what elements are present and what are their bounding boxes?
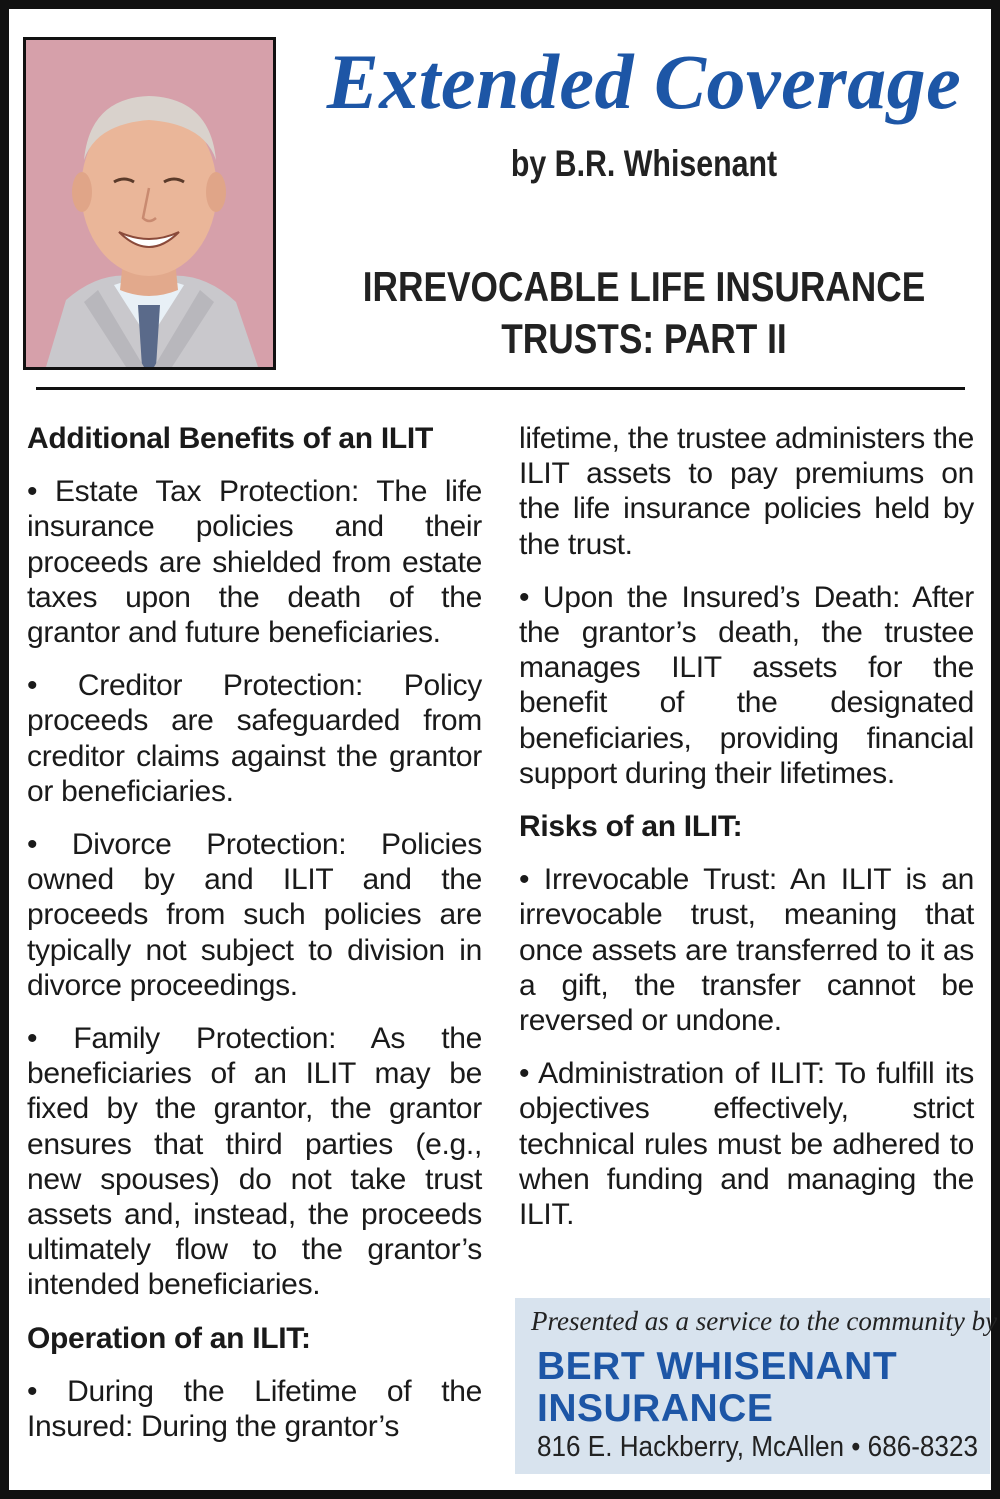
sponsor-box <box>515 1298 998 1474</box>
sponsor-intro: Presented as a service to the community by <box>531 1306 998 1336</box>
article-column-right <box>519 421 974 1250</box>
paragraph-estate-tax: • Estate Tax Protection: The life insurance policies and their proceeds are shielded from estate taxes upon the death of the grantor and future beneficiaries. <box>27 475 482 650</box>
column-title: Extended Coverage <box>326 38 962 125</box>
paragraph-insured-death: • Upon the Insured’s Death: After the grantor’s death, the trustee manages ILIT assets for the benefit of the designated beneficiaries, providing financial support during their lifetimes. <box>519 580 974 790</box>
sponsor-name-line-2: INSURANCE <box>537 1387 774 1430</box>
sponsor-address: 816 E. Hackberry, McAllen • 686-8323 <box>537 1431 978 1463</box>
headline-line-2: TRUSTS: PART II <box>501 315 787 362</box>
author-portrait-image <box>26 40 273 367</box>
sponsor-name-line-1: BERT WHISENANT <box>537 1345 898 1388</box>
section-heading-risks: Risks of an ILIT: <box>519 810 743 844</box>
section-heading-benefits: Additional Benefits of an ILIT <box>27 422 433 455</box>
paragraph-administration: • Administration of ILIT: To fulfill its objectives effectively, strict technical rules must be adhered to when funding and managing the ILIT. <box>519 1057 974 1232</box>
sponsor-name <box>537 1346 977 1430</box>
article-headline <box>350 261 938 365</box>
author-byline: by B.R. Whisenant <box>510 143 778 184</box>
paragraph-family: • Family Protection: As the beneficiaries of an ILIT may be fixed by the grantor, the grantor ensures that third parties (e.g., new spouses) do not take trust assets and, instead, the proceeds ultimately flow to the grantor’s intended beneficiaries. <box>27 1022 482 1302</box>
headline-line-1: IRREVOCABLE LIFE INSURANCE <box>362 263 926 310</box>
paragraph-lifetime: • During the Lifetime of the Insured: During the grantor’s <box>27 1374 482 1444</box>
paragraph-lifetime-continued: lifetime, the trustee administers the ILIT assets to pay premiums on the life insurance policies held by the trust. <box>519 422 974 561</box>
article-column-left <box>27 421 482 1462</box>
section-heading-operation: Operation of an ILIT: <box>27 1321 311 1355</box>
author-photo <box>23 37 276 370</box>
paragraph-irrevocable: • Irrevocable Trust: An ILIT is an irrevocable trust, meaning that once assets are transferred to it as a gift, the transfer cannot be reversed or undone. <box>519 863 974 1038</box>
paragraph-divorce: • Divorce Protection: Policies owned by and ILIT and the proceeds from such policies are typically not subject to division in divorce proceedings. <box>27 828 482 1002</box>
header-divider <box>36 387 965 390</box>
paragraph-creditor: • Creditor Protection: Policy proceeds are safeguarded from creditor claims against the grantor or beneficiaries. <box>27 669 482 808</box>
